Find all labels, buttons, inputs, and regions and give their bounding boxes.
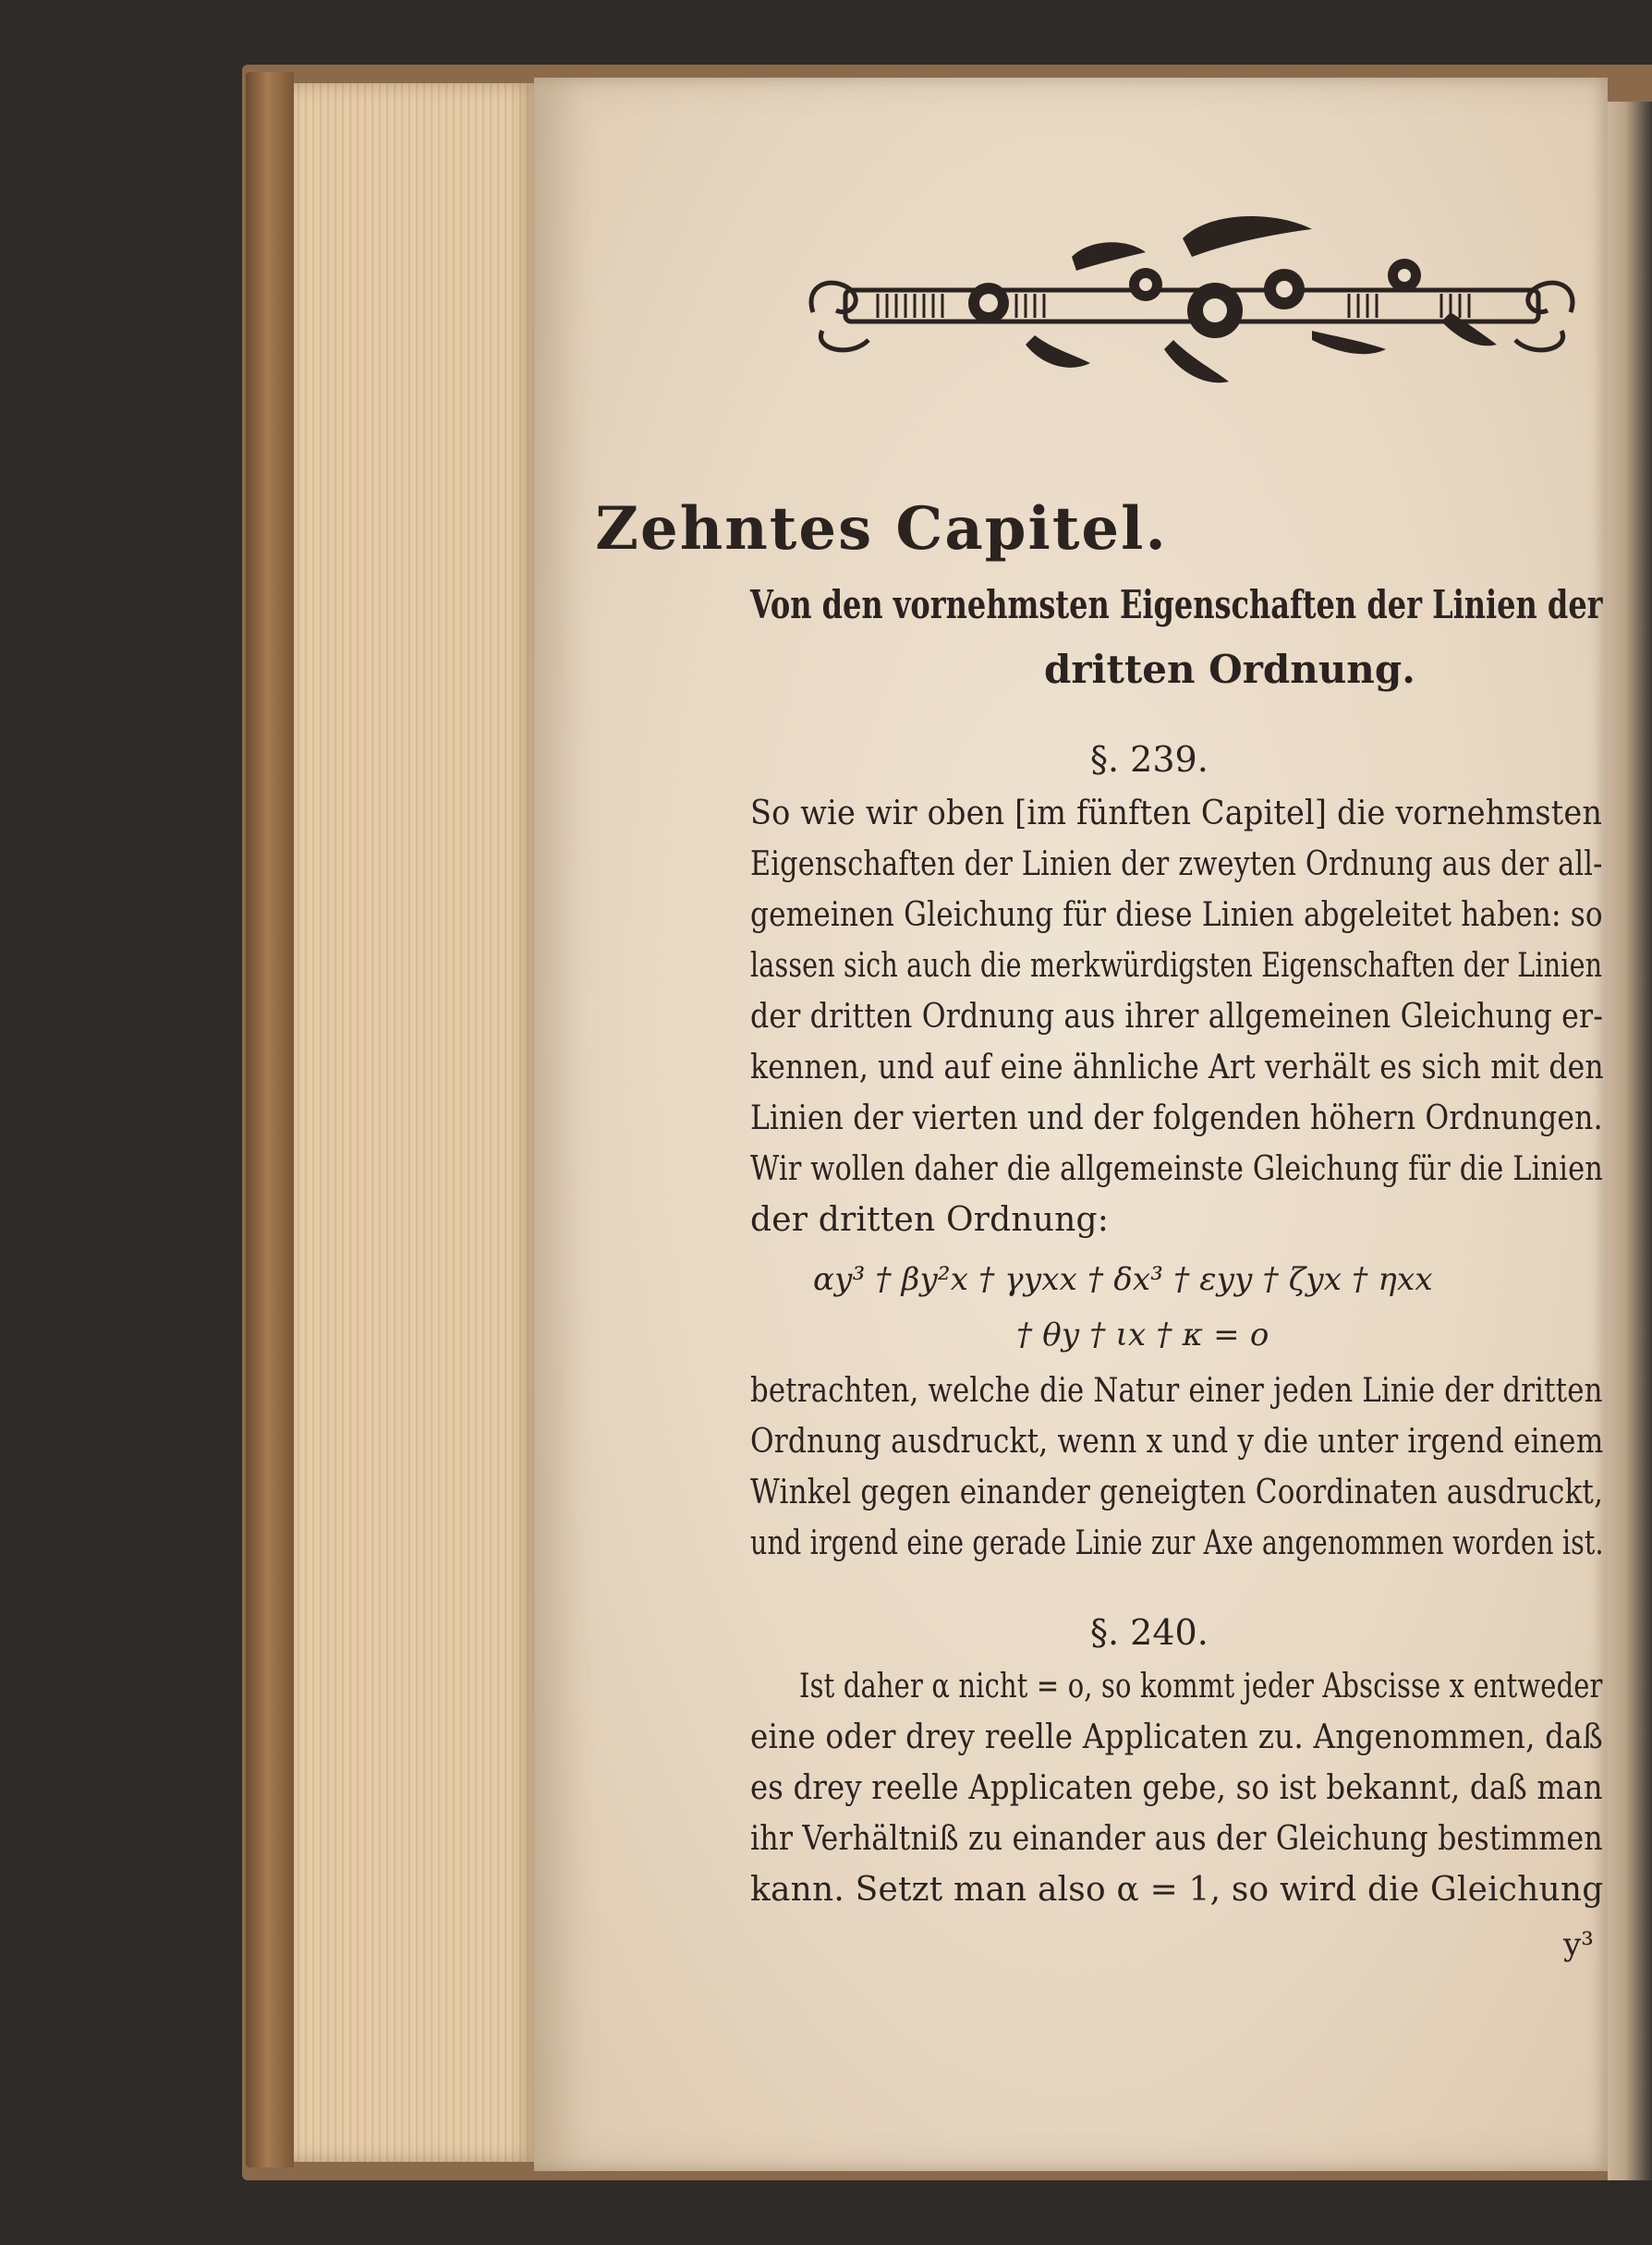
text-line: Eigenschaften der Linien der zweyten Ordnung aus der all- bbox=[750, 845, 1603, 883]
text-line: eine oder drey reelle Applicaten zu. Angenommen, daß bbox=[750, 1718, 1603, 1756]
text-line: es drey reelle Applicaten gebe, so ist bekannt, daß man bbox=[750, 1769, 1603, 1807]
equation-line-1: αy³ † βy²x † γyxx † δx³ † εyy † ζyx † ηxx bbox=[813, 1261, 1433, 1298]
text-line: ihr Verhältniß zu einander aus der Gleichung bestimmen bbox=[750, 1820, 1603, 1858]
facing-page-edge bbox=[1608, 102, 1652, 2180]
floral-headpiece-ornament-icon bbox=[795, 201, 1589, 395]
chapter-subtitle-line-1: Von den vornehmsten Eigenschaften der Linien der bbox=[750, 582, 1603, 627]
text-line: Wir wollen daher die allgemeinste Gleichung für die Linien bbox=[750, 1150, 1603, 1188]
text-line: kann. Setzt man also α = 1, so wird die Gleichung bbox=[750, 1871, 1604, 1909]
text-line: kennen, und auf eine ähnliche Art verhält es sich mit den bbox=[750, 1049, 1604, 1086]
chapter-subtitle-line-2: dritten Ordnung. bbox=[1044, 647, 1415, 692]
text-line: So wie wir oben [im fünften Capitel] die vornehmsten bbox=[750, 795, 1603, 832]
book-spine-edge bbox=[246, 72, 294, 2167]
text-line: Linien der vierten und der folgenden höhern Ordnungen. bbox=[750, 1099, 1603, 1137]
page-stack-edge bbox=[294, 83, 536, 2162]
text-line: lassen sich auch die merkwürdigsten Eigenschaften der Linien bbox=[750, 947, 1603, 985]
section-number-239: §. 239. bbox=[1090, 739, 1209, 780]
text-line: und irgend eine gerade Linie zur Axe angenommen worden ist. bbox=[750, 1524, 1604, 1562]
text-line: der dritten Ordnung: bbox=[750, 1201, 1110, 1239]
text-line: der dritten Ordnung aus ihrer allgemeinen Gleichung er- bbox=[750, 998, 1604, 1036]
equation-line-2: † θy † ιx † κ = o bbox=[1016, 1317, 1269, 1353]
text-line: betrachten, welche die Natur einer jeden Linie der dritten bbox=[750, 1372, 1603, 1410]
text-line: gemeinen Gleichung für diese Linien abgeleitet haben: so bbox=[750, 896, 1603, 934]
chapter-title: Zehntes Capitel. bbox=[595, 494, 1168, 564]
catchword: y³ bbox=[1563, 1926, 1594, 1963]
text-line: Ordnung ausdruckt, wenn x und y die unter irgend einem bbox=[750, 1423, 1604, 1461]
text-line: Ist daher α nicht = o, so kommt jeder Abscisse x entweder bbox=[799, 1668, 1603, 1705]
section-number-240: §. 240. bbox=[1090, 1612, 1209, 1653]
text-line: Winkel gegen einander geneigten Coordinaten ausdruckt, bbox=[750, 1474, 1604, 1511]
